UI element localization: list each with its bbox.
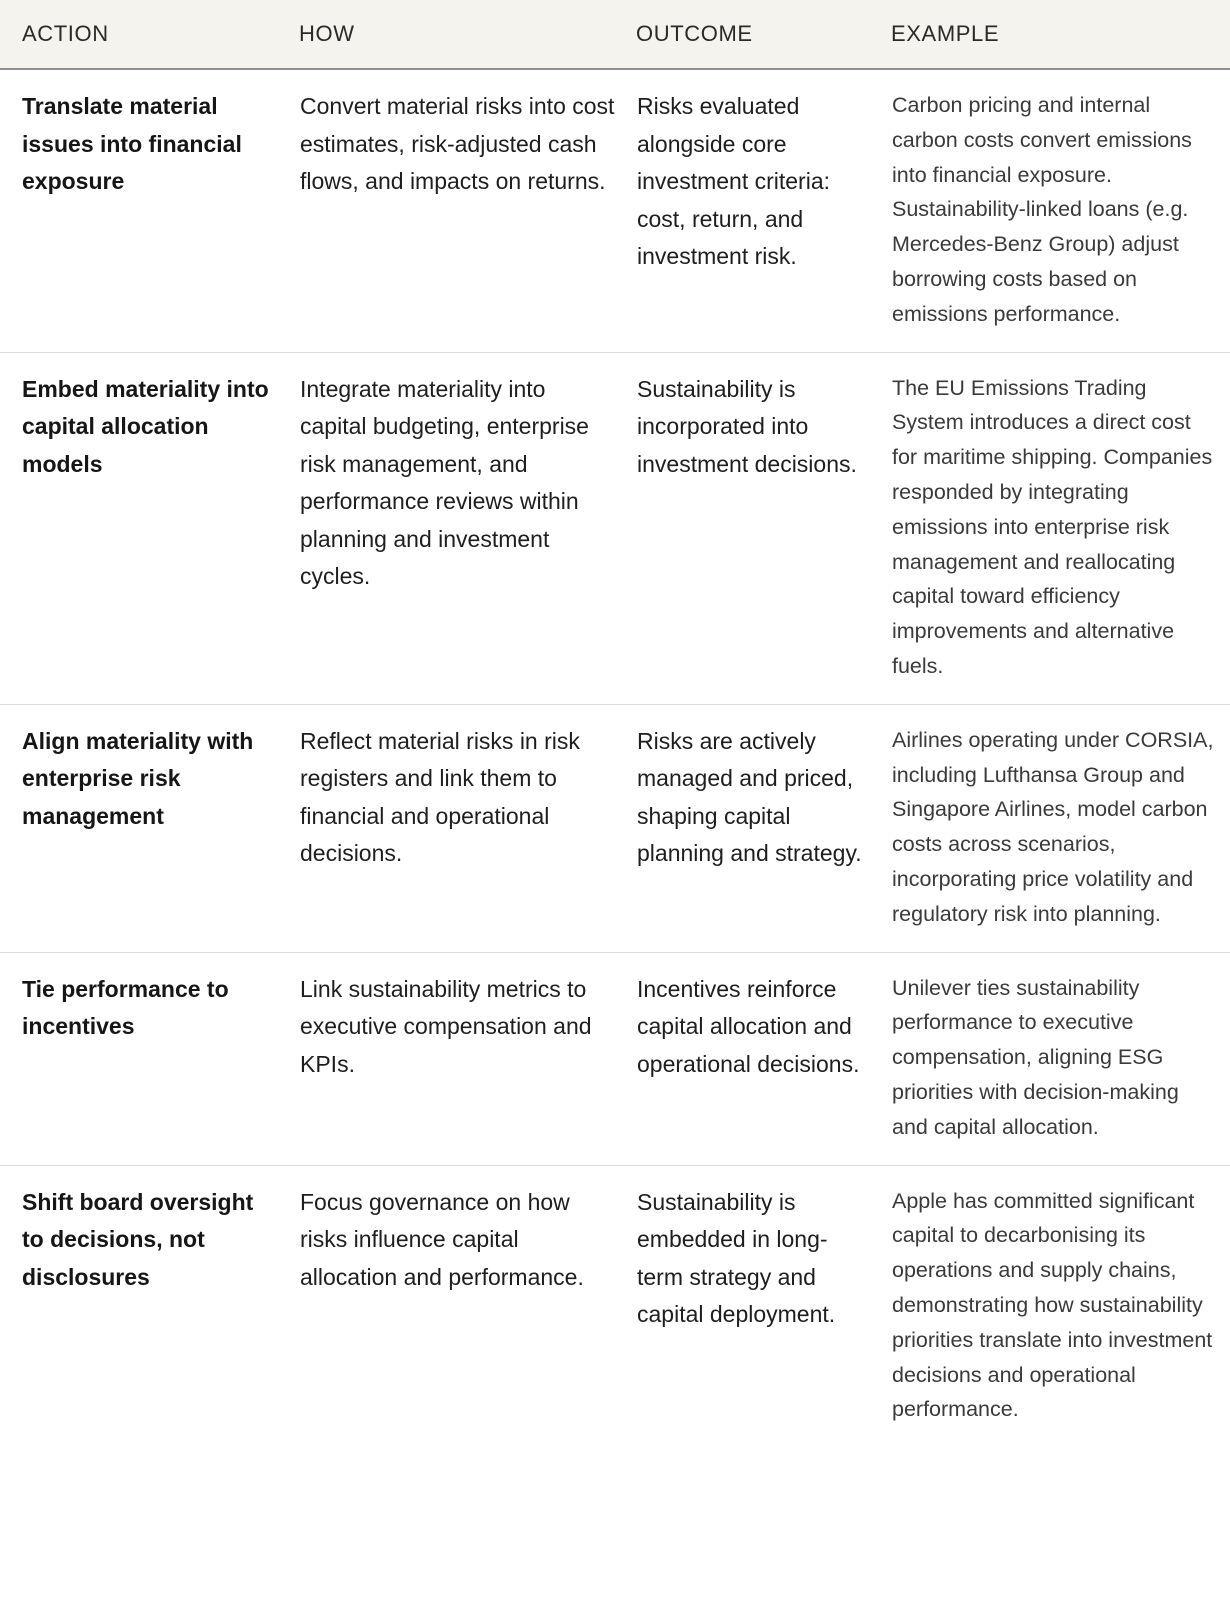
example-cell: Unilever ties sustainability performance to executive compensation, aligning ESG priorities with decision-making and capital allocation. xyxy=(891,952,1230,1165)
header-how: HOW xyxy=(299,0,636,69)
table-row xyxy=(0,352,1230,704)
header-row xyxy=(0,0,1230,69)
how-cell: Focus governance on how risks influence capital allocation and performance. xyxy=(300,1188,584,1290)
action-cell: Embed materiality into capital allocation models xyxy=(0,352,299,704)
example-cell: The EU Emissions Trading System introduces a direct cost for maritime shipping. Companies responded by integrating emissions into enterprise risk management and reallocating capital toward efficiency improvements and alternative fuels. xyxy=(891,352,1230,704)
how-cell: Integrate materiality into capital budgeting, enterprise risk management, and performance reviews within planning and investment cycles. xyxy=(299,352,636,704)
outcome-cell: Risks evaluated alongside core investment criteria: cost, return, and investment risk. xyxy=(636,69,891,352)
outcome-cell: Sustainability is embedded in long-term strategy and capital deployment. xyxy=(637,1188,836,1328)
outcome-cell: Sustainability is incorporated into investment decisions. xyxy=(636,352,891,704)
header-example: EXAMPLE xyxy=(891,0,1230,69)
header-action: ACTION xyxy=(0,0,299,69)
outcome-cell: Incentives reinforce capital allocation and operational decisions. xyxy=(636,952,891,1165)
header-outcome: OUTCOME xyxy=(636,0,891,69)
example-cell: Airlines operating under CORSIA, including Lufthansa Group and Singapore Airlines, model carbon costs across scenarios, incorporating price volatility and regulatory risk into planning. xyxy=(891,704,1230,952)
table-row xyxy=(0,952,1230,1165)
example-cell: Apple has committed significant capital to decarbonising its operations and supply chains, demonstrating how sustainability priorities translate into investment decisions and operational performance. xyxy=(892,1188,1213,1422)
table-row xyxy=(0,704,1230,952)
table-row xyxy=(0,69,1230,352)
action-cell: Translate material issues into financial exposure xyxy=(0,69,299,352)
action-cell: Tie performance to incentives xyxy=(0,952,299,1165)
table-body xyxy=(0,69,1230,1447)
how-cell: Convert material risks into cost estimates, risk-adjusted cash flows, and impacts on returns. xyxy=(299,69,636,352)
outcome-cell: Risks are actively managed and priced, shaping capital planning and strategy. xyxy=(636,704,891,952)
how-cell: Link sustainability metrics to executive compensation and KPIs. xyxy=(299,952,636,1165)
table-row xyxy=(0,1165,1230,1447)
how-cell: Reflect material risks in risk registers and link them to financial and operational decisions. xyxy=(299,704,636,952)
action-cell: Shift board oversight to decisions, not disclosures xyxy=(22,1188,254,1290)
example-cell: Carbon pricing and internal carbon costs convert emissions into financial exposure. Sustainability-linked loans (e.g. Mercedes-Benz Group) adjust borrowing costs based on emissions performance. xyxy=(891,69,1230,352)
table-header xyxy=(0,0,1230,69)
action-cell: Align materiality with enterprise risk management xyxy=(0,704,299,952)
